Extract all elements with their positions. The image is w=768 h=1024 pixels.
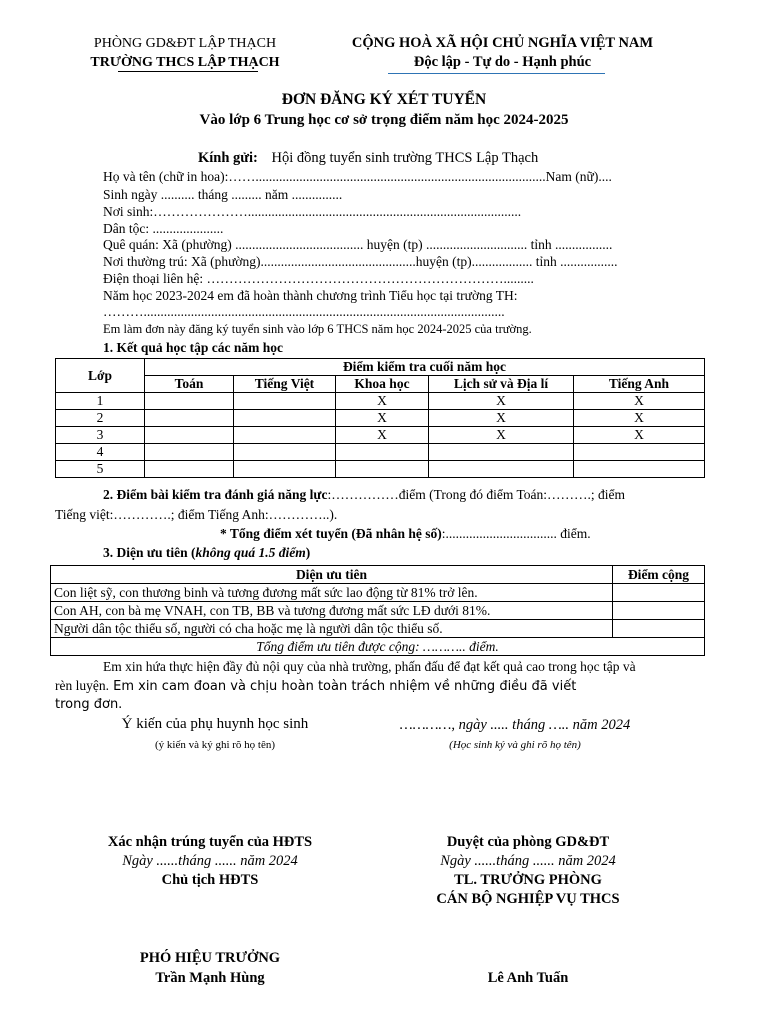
subject-header: Khoa học: [336, 376, 429, 393]
school-name-underline: [118, 71, 258, 72]
commitment-line3: trong đơn.: [55, 697, 123, 712]
total-score-label: * Tổng điểm xét tuyển (Đã nhân hệ số): [220, 526, 442, 541]
section1-heading: 1. Kết quả học tập các năm học: [103, 340, 283, 355]
table-row: [51, 584, 705, 602]
grade-cell: 1: [56, 393, 145, 410]
priority-points-cell: [613, 602, 705, 620]
section3-heading-text: 3. Diện ưu tiên (: [103, 545, 196, 560]
priority-type-cell: Con AH, con bà mẹ VNAH, con TB, BB và tương đương mất sức LĐ dưới 81%.: [51, 602, 613, 620]
motto: Độc lập - Tự do - Hạnh phúc: [413, 54, 592, 70]
table-row: [51, 638, 705, 656]
subject-header: Toán: [145, 376, 234, 393]
section3-heading: [103, 545, 310, 561]
grade-cell: 4: [56, 444, 145, 461]
table-row: [51, 620, 705, 638]
score-cell: [574, 461, 705, 478]
grade-cell: 2: [56, 410, 145, 427]
table-row: [56, 444, 705, 461]
score-cell: [234, 444, 336, 461]
score-cell: [145, 393, 234, 410]
department-officer-name: Lê Anh Tuấn: [487, 970, 569, 986]
score-cell: [574, 444, 705, 461]
priority-type-cell: Con liệt sỹ, con thương binh và tương đương mất sức lao động từ 81% trở lên.: [51, 584, 613, 602]
grade-cell: 3: [56, 427, 145, 444]
score-cell: X: [429, 393, 574, 410]
field-residence: Nơi thường trú: Xã (phường)..............................................huyện (tp).................. tỉnh .................: [103, 254, 618, 269]
motto-underline: [388, 73, 605, 74]
score-cell: X: [574, 410, 705, 427]
field-primary-school: Năm học 2023-2024 em đã hoàn thành chương trình Tiểu học tại trường TH:: [103, 288, 518, 303]
score-cell: X: [429, 427, 574, 444]
total-score-value: :................................. điểm.: [441, 526, 591, 541]
subject-header: Lịch sử và Địa lí: [429, 376, 574, 393]
department-role-1: TL. TRƯỞNG PHÒNG: [454, 872, 602, 888]
form-subtitle: Vào lớp 6 Trung học cơ sở trọng điểm năm học 2024-2025: [199, 112, 569, 128]
form-title: ĐƠN ĐĂNG KÝ XÉT TUYỂN: [281, 91, 487, 108]
parent-opinion-title: Ý kiến của phụ huynh học sinh: [121, 716, 309, 732]
priority-points-cell: [613, 584, 705, 602]
grade-column-header: Lớp: [56, 359, 145, 393]
addressee-label: Kính gửi:: [198, 150, 258, 166]
field-date-of-birth: Sinh ngày .......... tháng ......... năm ...............: [103, 187, 343, 202]
field-phone: Điện thoại liên hệ: ………………………………………………………….........: [103, 271, 534, 286]
score-cell: X: [574, 427, 705, 444]
parent-opinion-note: (ý kiến và ký ghi rõ họ tên): [154, 739, 276, 751]
score-cell: X: [574, 393, 705, 410]
section2-line1: [103, 487, 625, 503]
score-cell: [429, 461, 574, 478]
field-hometown: Quê quán: Xã (phường) ...................................... huyện (tp) .............................. tỉnh .................: [103, 237, 613, 252]
table-row: [56, 427, 705, 444]
field-birthplace: Nơi sinh:………………….................................................................................: [103, 204, 522, 219]
council-date: Ngày ......tháng ...... năm 2024: [122, 853, 298, 869]
student-signature-note: (Học sinh ký và ghi rõ họ tên): [449, 739, 581, 751]
department-approval-date: Ngày ......tháng ...... năm 2024: [440, 853, 616, 869]
addressee-line: [198, 150, 538, 167]
student-date-line: …………, ngày ..... tháng ….. năm 2024: [399, 717, 631, 733]
priority-table: [50, 565, 705, 656]
department-name: PHÒNG GD&ĐT LẬP THẠCH: [93, 36, 277, 51]
section2-heading: 2. Điểm bài kiểm tra đánh giá năng lực: [103, 487, 328, 502]
commitment-line1: Em xin hứa thực hiện đầy đủ nội quy của nhà trường, phấn đấu để đạt kết quả cao trong học tập và: [103, 659, 636, 674]
department-approval-title: Duyệt của phòng GD&ĐT: [446, 834, 610, 850]
field-primary-school-dots: ………...........................................................................................................: [103, 304, 505, 319]
score-cell: [145, 461, 234, 478]
issuer-block: [60, 34, 310, 72]
addressee-value: Hội đồng tuyển sinh trường THCS Lập Thạch: [271, 150, 539, 166]
score-cell: [145, 444, 234, 461]
score-cell: [145, 410, 234, 427]
score-cell: [234, 410, 336, 427]
score-cell: X: [336, 427, 429, 444]
table-row: [51, 602, 705, 620]
score-cell: X: [429, 410, 574, 427]
table-row: [56, 410, 705, 427]
country-name: CỘNG HOÀ XÃ HỘI CHỦ NGHĨA VIỆT NAM: [351, 35, 654, 51]
council-title: Xác nhận trúng tuyển của HĐTS: [107, 834, 313, 850]
priority-type-cell: Người dân tộc thiểu số, người có cha hoặc mẹ là người dân tộc thiểu số.: [51, 620, 613, 638]
vice-principal-name: Trần Mạnh Hùng: [155, 970, 265, 986]
national-motto-block: [320, 34, 685, 72]
section2-line2: Tiếng việt:………….; điểm Tiếng Anh:…………..).: [55, 507, 338, 522]
department-role-2: CÁN BỘ NGHIỆP VỤ THCS: [436, 891, 620, 907]
section3-heading-limit: không quá 1.5 điểm: [195, 545, 306, 560]
section2-scores: :……………điểm (Trong đó điểm Toán:……….; điểm: [327, 487, 626, 502]
commitment-line2: [55, 678, 576, 694]
priority-type-header: Diện ưu tiên: [51, 566, 613, 584]
score-cell: X: [336, 410, 429, 427]
priority-total-cell: Tổng điểm ưu tiên được cộng: ……….. điểm.: [51, 638, 705, 656]
score-cell: X: [336, 393, 429, 410]
school-name: TRƯỜNG THCS LẬP THẠCH: [90, 55, 280, 70]
commitment-line2-a: rèn luyện.: [55, 678, 109, 693]
council-role: Chủ tịch HĐTS: [161, 872, 259, 888]
subject-header: Tiếng Việt: [234, 376, 336, 393]
score-cell: [234, 461, 336, 478]
score-cell: [336, 444, 429, 461]
exam-group-header: Điểm kiểm tra cuối năm học: [145, 359, 705, 376]
field-full-name: Họ và tên (chữ in hoa):……......................................................................................Nam (nữ)....: [103, 169, 612, 184]
score-cell: [234, 393, 336, 410]
grades-table: [55, 358, 705, 478]
section3-heading-end: ): [305, 545, 311, 560]
vice-principal-title: PHÓ HIỆU TRƯỞNG: [139, 950, 281, 966]
priority-points-header: Điểm cộng: [613, 566, 705, 584]
priority-points-cell: [613, 620, 705, 638]
grade-cell: 5: [56, 461, 145, 478]
total-score-line: [220, 526, 591, 542]
table-row: [56, 393, 705, 410]
score-cell: [429, 444, 574, 461]
application-statement: Em làm đơn này đăng ký tuyển sinh vào lớp 6 THCS năm học 2024-2025 của trường.: [103, 322, 532, 336]
field-ethnicity: Dân tộc: .....................: [103, 221, 224, 236]
table-row: [56, 461, 705, 478]
score-cell: [145, 427, 234, 444]
score-cell: [336, 461, 429, 478]
score-cell: [234, 427, 336, 444]
commitment-line2-b: Em xin cam đoan và chịu hoàn toàn trách nhiệm về những điều đã viết: [108, 679, 577, 694]
subject-header: Tiếng Anh: [574, 376, 705, 393]
